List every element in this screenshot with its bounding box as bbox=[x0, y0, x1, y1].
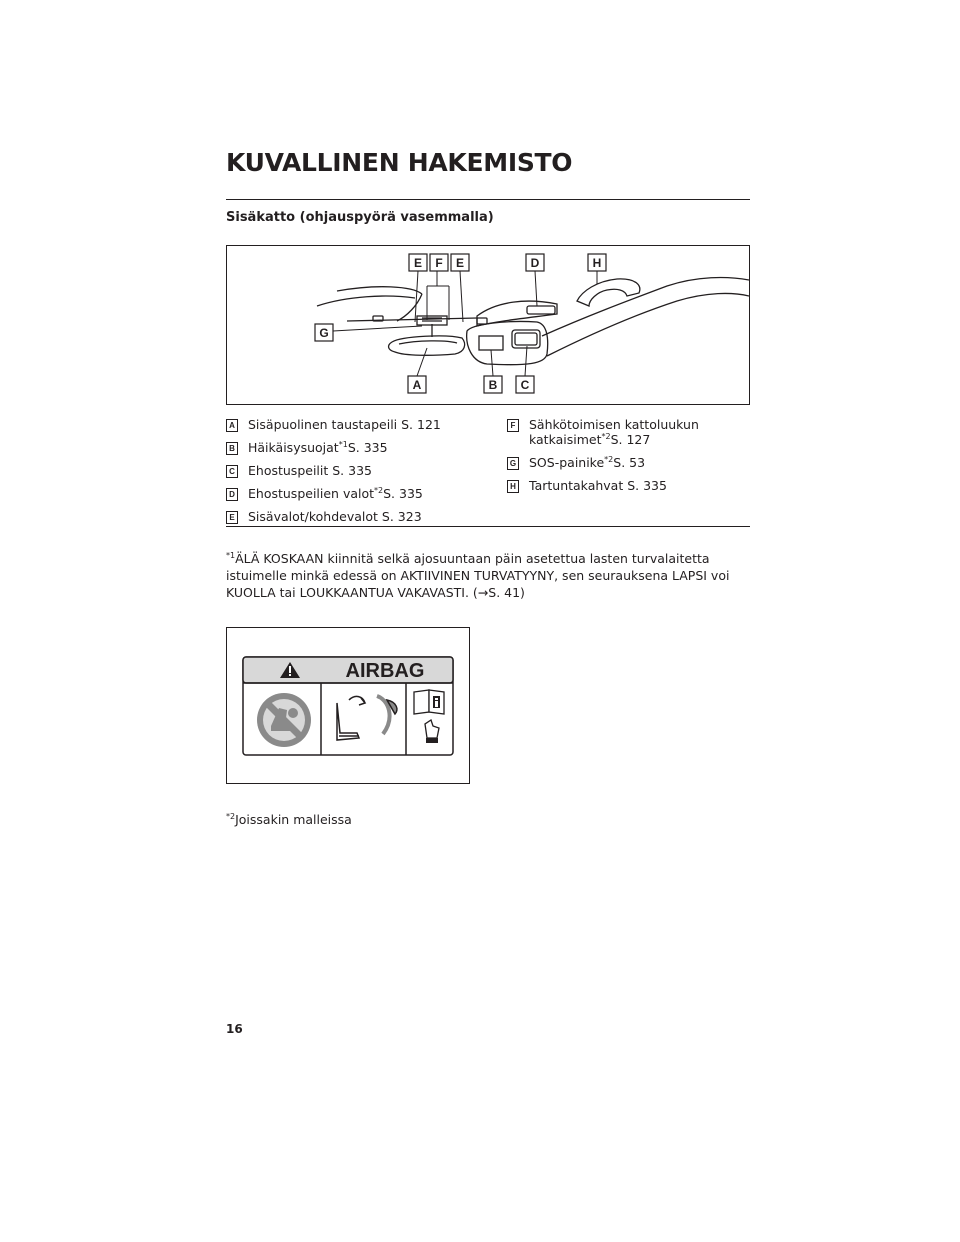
legend-item-c bbox=[226, 463, 486, 478]
footnote-ref: *2 bbox=[601, 431, 611, 441]
ceiling-drawing bbox=[227, 246, 749, 404]
legend-letter-badge: D bbox=[226, 488, 238, 501]
legend-letter-badge: F bbox=[507, 419, 519, 432]
legend-item-g bbox=[507, 455, 750, 470]
warning-text: ÄLÄ KOSKAAN kiinnitä selkä ajosuuntaan päin asetettua lasten turvalaitetta istuimelle minkä edessä on AKTIIVINEN TURVATYYNY, sen seurauksena LAPSI voi KUOLLA tai LOUKKAANTUA VAKAVASTI. (→S. 41) bbox=[226, 551, 730, 600]
section-subtitle: Sisäkatto (ohjauspyörä vasemmalla) bbox=[226, 210, 494, 225]
airbag-label-text: AIRBAG bbox=[345, 660, 425, 682]
airbag-label-figure bbox=[226, 627, 470, 784]
legend-text: SOS-painike bbox=[529, 455, 605, 470]
legend-text: Sähkötoimisen kattoluukun bbox=[529, 417, 699, 432]
callout-C: C bbox=[520, 378, 530, 392]
legend-right-column bbox=[507, 417, 750, 501]
footnote-ref: *2 bbox=[604, 454, 614, 464]
page-ref: S. 127 bbox=[610, 432, 651, 447]
legend-text: Sisävalot/kohdevalot S. 323 bbox=[248, 509, 422, 524]
legend-left-column bbox=[226, 417, 486, 532]
callout-F: F bbox=[435, 256, 443, 270]
footnote-marker: *1 bbox=[226, 550, 236, 560]
page-ref: S. 53 bbox=[613, 455, 646, 470]
ceiling-illustration bbox=[226, 245, 750, 405]
legend-letter-badge: G bbox=[507, 457, 519, 470]
legend-letter-badge: E bbox=[226, 511, 238, 524]
footnote-text: Joissakin malleissa bbox=[235, 812, 352, 827]
callout-D: D bbox=[530, 256, 540, 270]
callout-E2: E bbox=[455, 256, 465, 270]
legend-item-d bbox=[226, 486, 486, 501]
page-title: KUVALLINEN HAKEMISTO bbox=[226, 148, 573, 177]
page-ref: S. 335 bbox=[383, 486, 423, 501]
legend-text-line2: katkaisimet bbox=[529, 432, 602, 447]
callout-A: A bbox=[412, 378, 422, 392]
legend-letter-badge: A bbox=[226, 419, 238, 432]
warning-paragraph bbox=[226, 550, 756, 601]
no-child-seat-icon bbox=[257, 693, 311, 747]
title-divider bbox=[226, 199, 750, 200]
page-ref: S. 335 bbox=[347, 440, 388, 455]
legend-divider bbox=[226, 526, 750, 527]
legend-letter-badge: B bbox=[226, 442, 238, 455]
legend-text: Sisäpuolinen taustapeili S. 121 bbox=[248, 417, 441, 432]
legend-letter-badge: H bbox=[507, 480, 519, 493]
page-number: 16 bbox=[226, 1022, 243, 1036]
legend-item-h bbox=[507, 478, 750, 493]
legend-text: Ehostuspeilien valot bbox=[248, 486, 375, 501]
footnote-ref: *1 bbox=[338, 439, 348, 449]
legend-text: Tartuntakahvat S. 335 bbox=[529, 478, 667, 493]
footnote-marker: *2 bbox=[226, 811, 236, 821]
legend-item-a bbox=[226, 417, 486, 432]
callout-H: H bbox=[592, 256, 602, 270]
footnote bbox=[226, 812, 352, 827]
legend-item-e bbox=[226, 509, 486, 524]
airbag-label-drawing bbox=[227, 628, 469, 783]
legend-text: Ehostuspeilit S. 335 bbox=[248, 463, 372, 478]
legend-item-b bbox=[226, 440, 486, 455]
footnote-ref: *2 bbox=[374, 485, 384, 495]
callout-E1: E bbox=[413, 256, 423, 270]
legend-text: Häikäisysuojat bbox=[248, 440, 339, 455]
callout-G: G bbox=[319, 326, 329, 340]
legend-item-f bbox=[507, 417, 750, 447]
legend-letter-badge: C bbox=[226, 465, 238, 478]
callout-B: B bbox=[488, 378, 498, 392]
